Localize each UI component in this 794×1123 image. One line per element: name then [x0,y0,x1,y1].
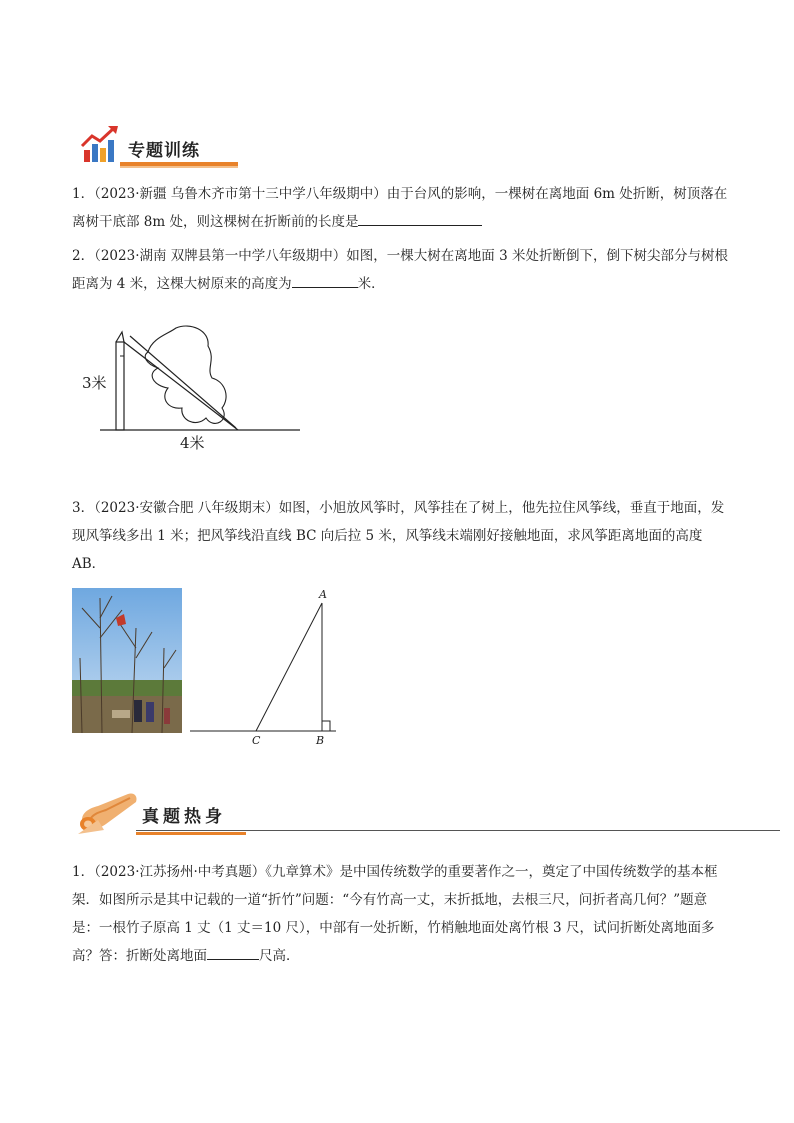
problem-text: （2023·江苏扬州·中考真题）《九章算术》是中国传统数学的重要著作之一，奠定了中国传统数学的基本框架．如图所示是其中记载的一道“折竹”问题：“今有竹高一丈，末折抵地，去根三尺，问折者高几何？”题意是：一根竹子原高 1 丈（1 丈＝10 尺），中部有一处折断，竹梢触地面处离竹根 3 尺，试问折断处离地面多高？答：折断处离地面 [72,864,718,964]
section-title: 真题热身 [142,807,226,827]
problem-suffix: 尺高． [259,948,300,964]
section-underline-shadow [120,166,238,168]
point-label-c: C [252,734,261,747]
problem-number: 1． [72,186,95,202]
section-divider-accent [136,832,246,835]
problem-number: 1． [72,864,95,880]
section-header-warmup [76,790,780,840]
broken-tree-figure [80,320,310,460]
kite-photo [72,588,182,733]
problem-text: （2023·新疆 乌鲁木齐市第十三中学八年级期中）由于台风的影响，一棵树在离地面 6m 处折断，树顶落在离树干底部 8m 处，则这棵树在折断前的长度是 [72,186,728,230]
point-label-b: B [316,734,325,747]
scroll-icon [76,790,140,836]
problem-1 [72,180,732,236]
problem-text: （2023·湖南 双牌县第一中学八年级期中）如图，一棵大树在离地面 3 米处折断倒下，倒下树尖部分与树根距离为 4 米，这棵大树原来的高度为 [72,248,728,292]
answer-blank [292,273,358,288]
answer-blank [358,211,482,226]
chart-growth-icon [80,124,124,164]
section-header-training [80,122,240,168]
problem-number: 3． [72,500,95,516]
section-title: 专题训练 [128,141,200,161]
kite-geometry-figure [186,588,346,748]
problem-2 [72,242,732,298]
kite-triangle [186,588,346,748]
problem-3 [72,494,732,578]
kite-photo-drawing [72,588,182,733]
ground-distance-label: 4米 [180,434,205,452]
point-label-a: A [319,588,327,601]
warmup-problem-1 [72,858,732,970]
problem-text: （2023·安徽合肥 八年级期末）如图，小旭放风筝时，风筝挂在了树上，他先拉住风筝线，垂直于地面，发现风筝线多出 1 米；把风筝线沿直线 BC 向后拉 5 米，风筝线末端刚好接触地面，求风筝距离地面的高度 AB． [72,500,725,572]
height-label: 3米 [82,374,107,392]
answer-blank [207,945,259,960]
problem-number: 2． [72,248,95,264]
problem-suffix: 米． [357,276,385,292]
section-divider [136,830,780,831]
